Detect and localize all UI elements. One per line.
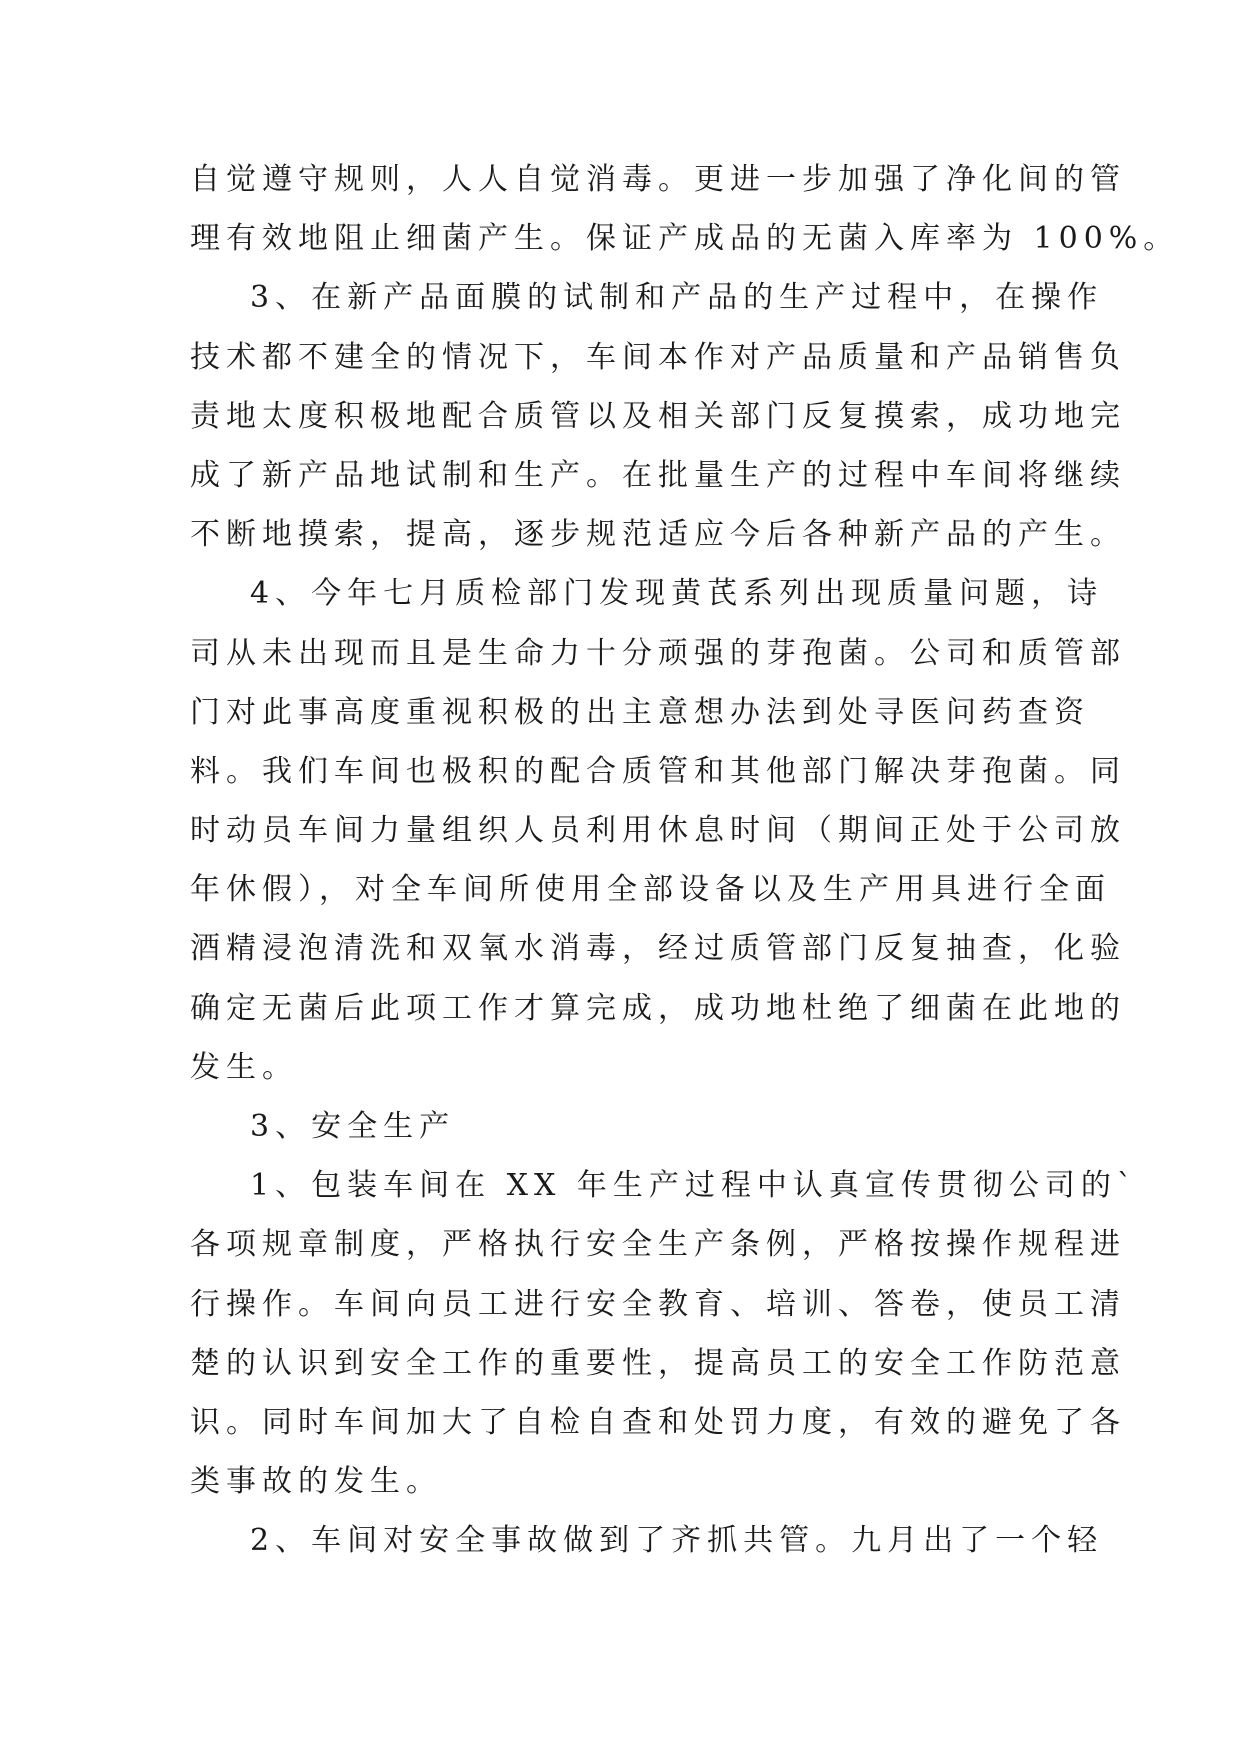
text-line: 料。我们车间也极积的配合质管和其他部门解决芽孢菌。同 <box>190 753 1126 789</box>
text-line: 1、包装车间在 XX 年生产过程中认真宣传贯彻公司的` <box>250 1168 1138 1204</box>
text-line: 各项规章制度，严格执行安全生产条例，严格按操作规程进 <box>190 1227 1126 1263</box>
text-line: 2、车间对安全事故做到了齐抓共管。九月出了一个轻 <box>250 1523 1104 1559</box>
text-line: 识。同时车间加大了自检自查和处罚力度，有效的避免了各 <box>190 1404 1126 1440</box>
text-line: 发生。 <box>190 1049 298 1085</box>
text-line: 司从未出现而且是生命力十分顽强的芽孢菌。公司和质管部 <box>190 635 1126 671</box>
text-line: 类事故的发生。 <box>190 1464 442 1500</box>
text-line: 不断地摸索，提高，逐步规范适应今后各种新产品的产生。 <box>190 517 1126 553</box>
text-line: 成了新产品地试制和生产。在批量生产的过程中车间将继续 <box>190 457 1126 493</box>
text-line: 楚的认识到安全工作的重要性，提高员工的安全工作防范意 <box>190 1345 1126 1381</box>
text-line: 4、今年七月质检部门发现黄芪系列出现质量问题，诗 <box>250 576 1104 612</box>
text-line: 自觉遵守规则，人人自觉消毒。更进一步加强了净化间的管 <box>190 162 1126 197</box>
text-line: 3、在新产品面膜的试制和产品的生产过程中，在操作 <box>250 280 1104 316</box>
body-text <box>190 150 1180 1571</box>
text-line: 酒精浸泡清洗和双氧水消毒，经过质管部门反复抽查，化验 <box>190 931 1126 967</box>
text-line: 责地太度积极地配合质管以及相关部门反复摸索，成功地完 <box>190 398 1126 434</box>
text-line: 技术都不建全的情况下，车间本作对产品质量和产品销售负 <box>190 339 1126 375</box>
text-line: 时动员车间力量组织人员利用休息时间（期间正处于公司放 <box>190 813 1126 849</box>
text-line: 年休假），对全车间所使用全部设备以及生产用具进行全面 <box>190 872 1111 908</box>
text-line: 确定无菌后此项工作才算完成，成功地杜绝了细菌在此地的 <box>190 990 1126 1026</box>
text-line: 行操作。车间向员工进行安全教育、培训、答卷，使员工清 <box>190 1286 1126 1322</box>
text-line: 3、安全生产 <box>250 1109 456 1144</box>
text-line: 门对此事高度重视积极的出主意想办法到处寻医问药查资 <box>190 694 1090 730</box>
text-line: 理有效地阻止细菌产生。保证产成品的无菌入库率为 100%。 <box>190 221 1180 257</box>
